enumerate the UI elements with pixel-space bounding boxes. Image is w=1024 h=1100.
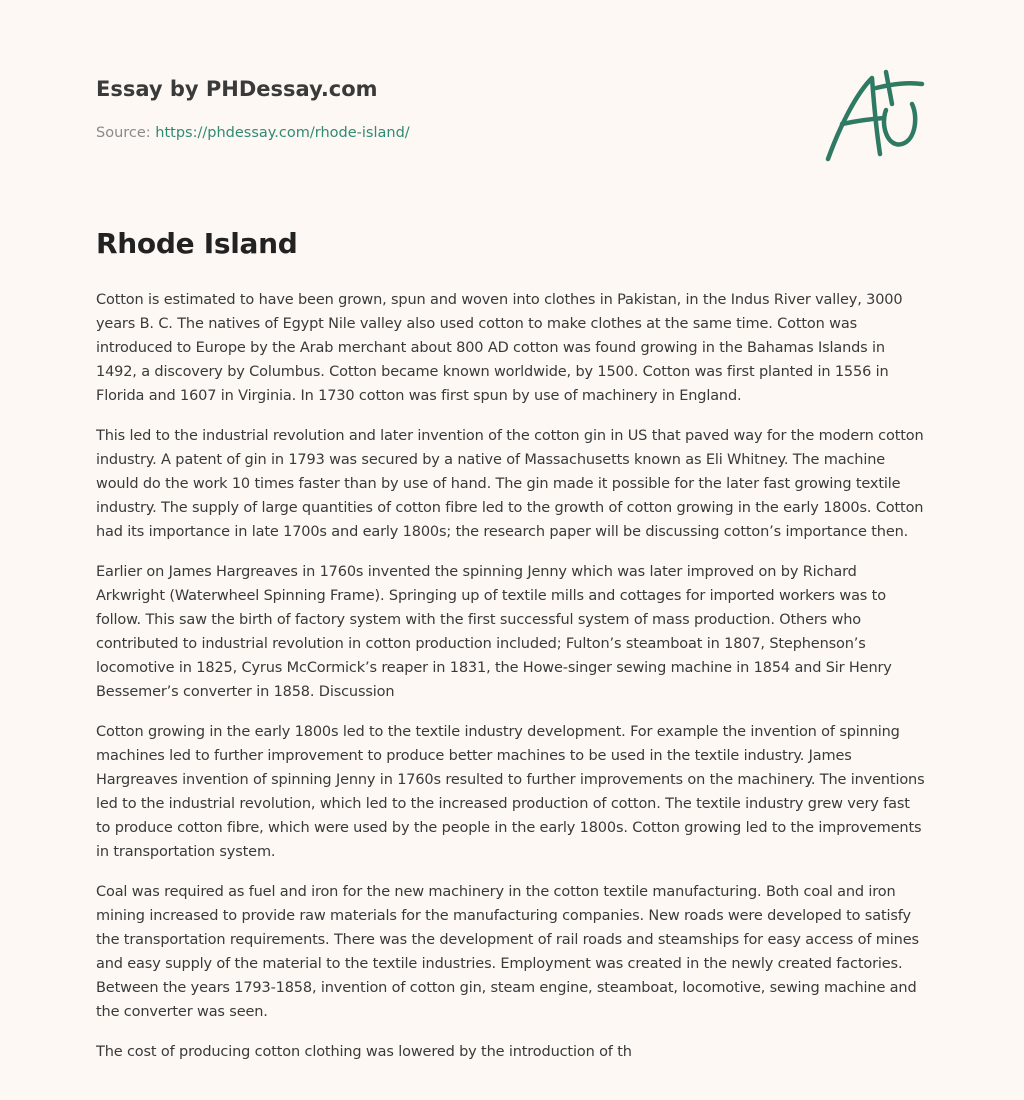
a-plus-logo-icon (822, 66, 926, 166)
source-link[interactable]: https://phdessay.com/rhode-island/ (155, 125, 410, 141)
source-label: Source: (96, 125, 151, 141)
paragraph: Earlier on James Hargreaves in 1760s invented the spinning Jenny which was later improved on by Richard Arkwright (Waterwheel Spinning Frame). Springing up of textile mills and cottages for imported workers was to follow. This saw the birth of factory system with the first successful system of mass production. Others who contributed to industrial revolution in cotton production included; Fulton’s steamboat in 1807, Stephenson’s locomotive in 1825, Cyrus McCormick’s reaper in 1831, the Howe-singer sewing machine in 1854 and Sir Henry Bessemer’s converter in 1858. Discussion (96, 564, 892, 700)
essay-article (96, 224, 926, 1080)
source-line (96, 125, 696, 141)
header (96, 74, 696, 141)
essay-title: Rhode Island (96, 227, 298, 260)
paragraph: Cotton is estimated to have been grown, spun and woven into clothes in Pakistan, in the Indus River valley, 3000 years B. C. The natives of Egypt Nile valley also used cotton to make clothes at the same time. Cotton was introduced to Europe by the Arab merchant about 800 AD cotton was found growing in the Bahamas Islands in 1492, a discovery by Columbus. Cotton became known worldwide, by 1500. Cotton was first planted in 1556 in Florida and 1607 in Virginia. In 1730 cotton was first spun by use of machinery in England. (96, 292, 903, 404)
paragraph: Cotton growing in the early 1800s led to the textile industry development. For example the invention of spinning machines led to further improvement to produce better machines to be used in the textile industry. James Hargreaves invention of spinning Jenny in 1760s resulted to further improvements on the machinery. The inventions led to the industrial revolution, which led to the increased production of cotton. The textile industry grew very fast to produce cotton fibre, which were used by the people in the early 1800s. Cotton growing led to the improvements in transportation system. (96, 724, 925, 860)
site-title: Essay by PHDessay.com (96, 77, 378, 101)
paragraph: This led to the industrial revolution and later invention of the cotton gin in US that paved way for the modern cotton industry. A patent of gin in 1793 was secured by a native of Massachusetts known as Eli Whitney. The machine would do the work 10 times faster than by use of hand. The gin made it possible for the later fast growing textile industry. The supply of large quantities of cotton fibre led to the growth of cotton growing in the early 1800s. Cotton had its importance in late 1700s and early 1800s; the research paper will be discussing cotton’s importance then. (96, 428, 924, 540)
paragraph: The cost of producing cotton clothing was lowered by the introduction of th (96, 1044, 632, 1060)
paragraph: Coal was required as fuel and iron for the new machinery in the cotton textile manufacturing. Both coal and iron mining increased to provide raw materials for the manufacturing companies. New roads were developed to satisfy the transportation requirements. There was the development of rail roads and steamships for easy access of mines and easy supply of the material to the textile industries. Employment was created in the newly created factories. Between the years 1793-1858, invention of cotton gin, steam engine, steamboat, locomotive, sewing machine and the converter was seen. (96, 884, 919, 1020)
